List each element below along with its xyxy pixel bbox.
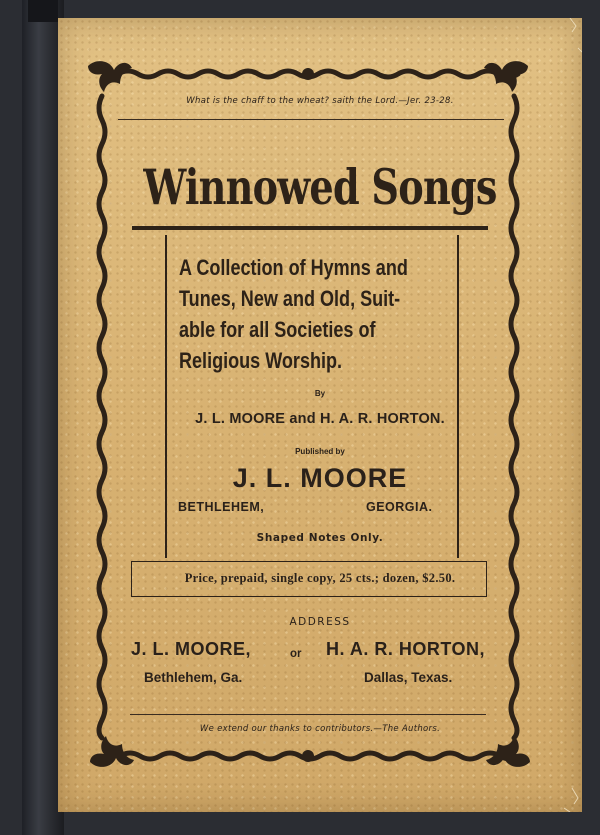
thanks-note: We extend our thanks to contributors.—The Authors. bbox=[199, 724, 441, 734]
worn-edge bbox=[542, 18, 582, 812]
description-line: Religious Worship. bbox=[179, 348, 343, 373]
bottom-rule bbox=[130, 714, 486, 715]
address-right-name: H. A. R. HORTON, bbox=[326, 639, 486, 659]
description-line: Tunes, New and Old, Suit- bbox=[179, 286, 401, 311]
address-left-name: J. L. MOORE, bbox=[131, 639, 252, 659]
publisher-city: BETHLEHEM, bbox=[178, 500, 265, 514]
address-label: ADDRESS bbox=[289, 616, 351, 628]
notation-note: Shaped Notes Only. bbox=[256, 532, 384, 544]
book-title: Winnowed Songs bbox=[143, 158, 497, 216]
publisher-state: GEORGIA. bbox=[366, 500, 433, 514]
by-label: By bbox=[314, 389, 326, 398]
spine-edge bbox=[28, 0, 58, 22]
address-left-city: Bethlehem, Ga. bbox=[144, 670, 243, 685]
description-line: A Collection of Hymns and bbox=[179, 255, 408, 280]
book-cover bbox=[58, 18, 582, 812]
publisher-name: J. L. MOORE bbox=[232, 463, 408, 493]
address-right-city: Dallas, Texas. bbox=[364, 670, 453, 685]
address-separator: or bbox=[290, 648, 302, 660]
title-underline bbox=[132, 226, 488, 230]
authors: J. L. MOORE and H. A. R. HORTON. bbox=[195, 411, 445, 427]
published-by-label: Published by bbox=[295, 447, 345, 456]
description-line: able for all Societies of bbox=[179, 317, 376, 342]
price-line: Price, prepaid, single copy, 25 cts.; dozen, $2.50. bbox=[184, 571, 456, 585]
top-rule bbox=[118, 119, 504, 120]
description bbox=[179, 252, 408, 376]
epigraph: What is the chaff to the wheat? saith the Lord.—Jer. 23-28. bbox=[186, 96, 454, 106]
